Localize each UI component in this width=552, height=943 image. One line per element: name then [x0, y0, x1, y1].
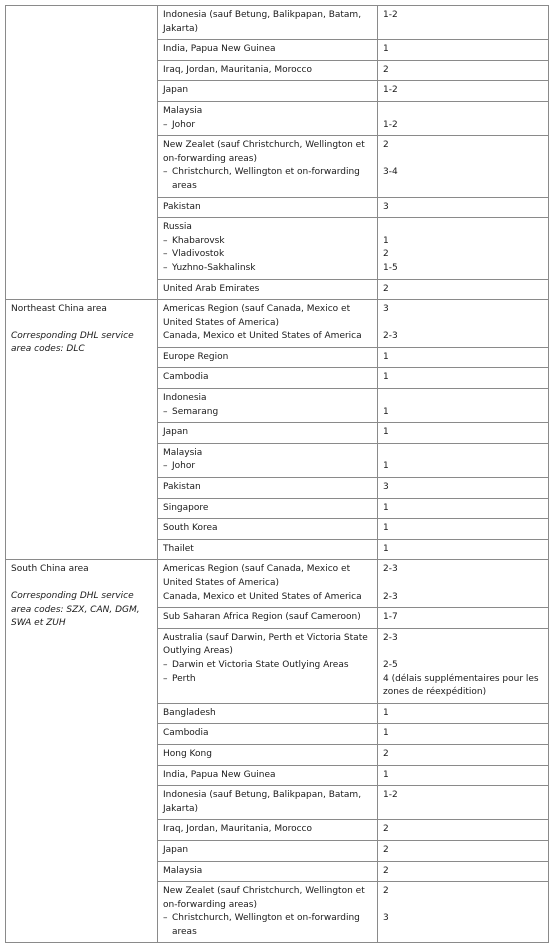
- destination-name: Japan: [163, 85, 189, 96]
- transit-days-value: [383, 447, 543, 461]
- destination-cell: [158, 882, 378, 943]
- transit-days-cell: [378, 197, 549, 218]
- destination-subitem: – Darwin et Victoria State Outlying Areas: [163, 659, 372, 673]
- transit-days-value: 1: [383, 235, 389, 246]
- destination-name: Bangladesh: [163, 707, 216, 718]
- destination-name: Americas Region (sauf Canada, Mexico et United States of America): [163, 564, 351, 588]
- transit-days-value: 3: [383, 304, 389, 315]
- transit-days-value: 2-3: [383, 632, 398, 643]
- transit-days-value: 2: [383, 64, 389, 75]
- destination-cell: [158, 60, 378, 81]
- destination-cell: [158, 389, 378, 423]
- destination-cell: [158, 368, 378, 389]
- destination-name: New Zealet (sauf Christchurch, Wellington et on-forwarding areas): [163, 886, 365, 910]
- destination-name: New Zealet (sauf Christchurch, Wellington et on-forwarding areas): [163, 140, 365, 164]
- destination-cell: [158, 765, 378, 786]
- transit-days-cell: [378, 882, 549, 943]
- destination-cell: [158, 347, 378, 368]
- transit-days-value: 2: [383, 748, 389, 759]
- transit-days-value: 1-2: [383, 10, 398, 20]
- transit-days-value: 2: [383, 865, 389, 876]
- transit-days-value: 1: [383, 543, 389, 554]
- transit-days-cell: [378, 724, 549, 745]
- transit-days-value: 2: [383, 844, 389, 855]
- destination-name: Europe Region: [163, 351, 229, 362]
- transit-days-value: 1: [383, 461, 389, 472]
- transit-days-value: 1: [383, 351, 389, 362]
- transit-days-value: 2-3: [383, 591, 398, 602]
- transit-days-value: 2-3: [383, 564, 398, 575]
- destination-subitem: – Christchurch, Wellington et on-forwarding areas: [163, 166, 372, 193]
- transit-days-cell: [378, 101, 549, 135]
- destination-name: Russia: [163, 222, 192, 233]
- transit-days-cell: [378, 60, 549, 81]
- transit-days-value: 2: [383, 283, 389, 294]
- transit-days-cell: [378, 820, 549, 841]
- destination-name: Indonesia (sauf Betung, Balikpapan, Batam, Jakarta): [163, 790, 362, 814]
- destination-cell: [158, 608, 378, 629]
- transit-days-cell: [378, 861, 549, 882]
- destination-cell: [158, 498, 378, 519]
- transit-days-cell: [378, 6, 549, 40]
- destination-name: Hong Kong: [163, 748, 212, 759]
- destination-name: Singapore: [163, 502, 209, 513]
- destination-name: Indonesia: [163, 393, 207, 404]
- transit-days-cell: [378, 443, 549, 477]
- transit-days-value: [383, 645, 543, 659]
- destination-name: Canada, Mexico et United States of America: [163, 331, 362, 342]
- transit-days-value: 1: [383, 728, 389, 739]
- origin-area-name: South China area: [11, 564, 89, 575]
- destination-name: Pakistan: [163, 482, 201, 493]
- destination-cell: [158, 519, 378, 540]
- destination-name: Iraq, Jordan, Mauritania, Morocco: [163, 824, 313, 835]
- destination-name: Malaysia: [163, 447, 203, 458]
- transit-days-value: 3: [383, 482, 389, 493]
- transit-days-cell: [378, 498, 549, 519]
- origin-area-name: Northeast China area: [11, 304, 107, 315]
- transit-days-value: 1: [383, 769, 389, 780]
- transit-days-value: 2-5: [383, 659, 398, 670]
- destination-name: India, Papua New Guinea: [163, 769, 276, 780]
- destination-name: Iraq, Jordan, Mauritania, Morocco: [163, 64, 313, 75]
- destination-cell: [158, 423, 378, 444]
- transit-days-value: [383, 153, 543, 167]
- transit-days-value: 2: [383, 249, 389, 260]
- transit-days-cell: [378, 478, 549, 499]
- transit-days-value: 1-2: [383, 85, 398, 96]
- destination-name: Cambodia: [163, 728, 209, 739]
- destination-cell: [158, 539, 378, 560]
- transit-days-value: [383, 899, 543, 913]
- origin-area-cell: [6, 6, 158, 300]
- transit-days-value: 3: [383, 201, 389, 212]
- destination-name: Malaysia: [163, 865, 203, 876]
- destination-name: Australia (sauf Darwin, Perth et Victoria State Outlying Areas): [163, 632, 368, 657]
- destination-cell: [158, 443, 378, 477]
- transit-days-cell: [378, 628, 549, 703]
- destination-cell: [158, 820, 378, 841]
- transit-days-cell: [378, 519, 549, 540]
- destination-name: Pakistan: [163, 201, 201, 212]
- transit-days-value: 1: [383, 427, 389, 438]
- transit-days-cell: [378, 539, 549, 560]
- destination-cell: [158, 628, 378, 703]
- destination-cell: [158, 101, 378, 135]
- destination-cell: [158, 197, 378, 218]
- destination-name: Thailet: [163, 543, 194, 554]
- destination-cell: [158, 744, 378, 765]
- origin-area-cell: [6, 560, 158, 943]
- transit-days-cell: [378, 218, 549, 279]
- destination-subitem: – Christchurch, Wellington et on-forwarding areas: [163, 912, 372, 939]
- destination-name: Indonesia (sauf Betung, Balikpapan, Batam, Jakarta): [163, 10, 362, 34]
- table-row: [6, 560, 549, 608]
- transit-days-value: 1-2: [383, 790, 398, 801]
- destination-cell: [158, 81, 378, 102]
- transit-days-cell: [378, 765, 549, 786]
- destination-cell: [158, 300, 378, 348]
- destination-name: United Arab Emirates: [163, 283, 260, 294]
- transit-days-value: [383, 317, 543, 331]
- transit-days-value: 4 (délais supplémentaires pour les zones de réexpédition): [383, 673, 539, 698]
- transit-days-cell: [378, 300, 549, 348]
- service-area-codes: Corresponding DHL service area codes: SZX, CAN, DGM, SWA et ZUH: [11, 591, 140, 629]
- transit-days-value: 2-3: [383, 331, 398, 342]
- transit-days-value: 1-2: [383, 119, 398, 130]
- destination-cell: [158, 786, 378, 820]
- transit-days-cell: [378, 368, 549, 389]
- transit-days-value: 2: [383, 140, 389, 151]
- destination-subitem: – Vladivostok: [163, 248, 372, 262]
- destination-cell: [158, 218, 378, 279]
- transit-days-cell: [378, 786, 549, 820]
- transit-days-cell: [378, 744, 549, 765]
- destination-subitem: – Semarang: [163, 406, 372, 420]
- destination-subitem: – Johor: [163, 460, 372, 474]
- destination-name: Japan: [163, 427, 189, 438]
- transit-days-value: 1: [383, 502, 389, 513]
- transit-times-table: [5, 5, 549, 943]
- transit-days-value: 1: [383, 406, 389, 417]
- destination-name: Cambodia: [163, 372, 209, 383]
- transit-days-cell: [378, 560, 549, 608]
- transit-days-value: 3: [383, 913, 389, 924]
- table-row: [6, 300, 549, 348]
- destination-cell: [158, 861, 378, 882]
- transit-days-cell: [378, 279, 549, 300]
- destination-name: Malaysia: [163, 105, 203, 116]
- transit-days-value: 1: [383, 44, 389, 55]
- destination-name: Americas Region (sauf Canada, Mexico et United States of America): [163, 304, 351, 328]
- destination-name: Sub Saharan Africa Region (sauf Cameroon): [163, 612, 361, 623]
- destination-name: Canada, Mexico et United States of America: [163, 591, 362, 602]
- destination-cell: [158, 6, 378, 40]
- destination-name: Japan: [163, 844, 189, 855]
- destination-subitem: – Khabarovsk: [163, 235, 372, 249]
- destination-cell: [158, 840, 378, 861]
- transit-days-value: [383, 105, 543, 119]
- destination-cell: [158, 724, 378, 745]
- service-area-codes: Corresponding DHL service area codes: DLC: [11, 330, 134, 355]
- destination-cell: [158, 478, 378, 499]
- transit-days-value: 2: [383, 824, 389, 835]
- transit-days-value: 1: [383, 372, 389, 383]
- destination-cell: [158, 40, 378, 61]
- transit-days-value: [383, 392, 543, 406]
- transit-days-cell: [378, 840, 549, 861]
- table-row: [6, 6, 549, 40]
- transit-days-value: [383, 221, 543, 235]
- transit-days-value: [383, 577, 543, 591]
- destination-cell: [158, 136, 378, 197]
- transit-days-cell: [378, 347, 549, 368]
- transit-days-cell: [378, 40, 549, 61]
- destination-name: India, Papua New Guinea: [163, 44, 276, 55]
- destination-subitem: – Perth: [163, 673, 372, 687]
- origin-area-cell: [6, 300, 158, 560]
- transit-days-value: 2: [383, 886, 389, 897]
- transit-days-cell: [378, 608, 549, 629]
- transit-days-value: 1: [383, 707, 389, 718]
- destination-cell: [158, 560, 378, 608]
- destination-subitem: – Yuzhno-Sakhalinsk: [163, 262, 372, 276]
- transit-days-value: 1-7: [383, 612, 398, 623]
- transit-days-cell: [378, 703, 549, 724]
- transit-days-value: 1: [383, 523, 389, 534]
- transit-days-value: 3-4: [383, 167, 398, 178]
- transit-days-cell: [378, 81, 549, 102]
- transit-days-value: 1-5: [383, 262, 398, 273]
- destination-subitem: – Johor: [163, 119, 372, 133]
- transit-days-cell: [378, 136, 549, 197]
- transit-days-cell: [378, 389, 549, 423]
- destination-name: South Korea: [163, 523, 218, 534]
- destination-cell: [158, 279, 378, 300]
- transit-days-cell: [378, 423, 549, 444]
- destination-cell: [158, 703, 378, 724]
